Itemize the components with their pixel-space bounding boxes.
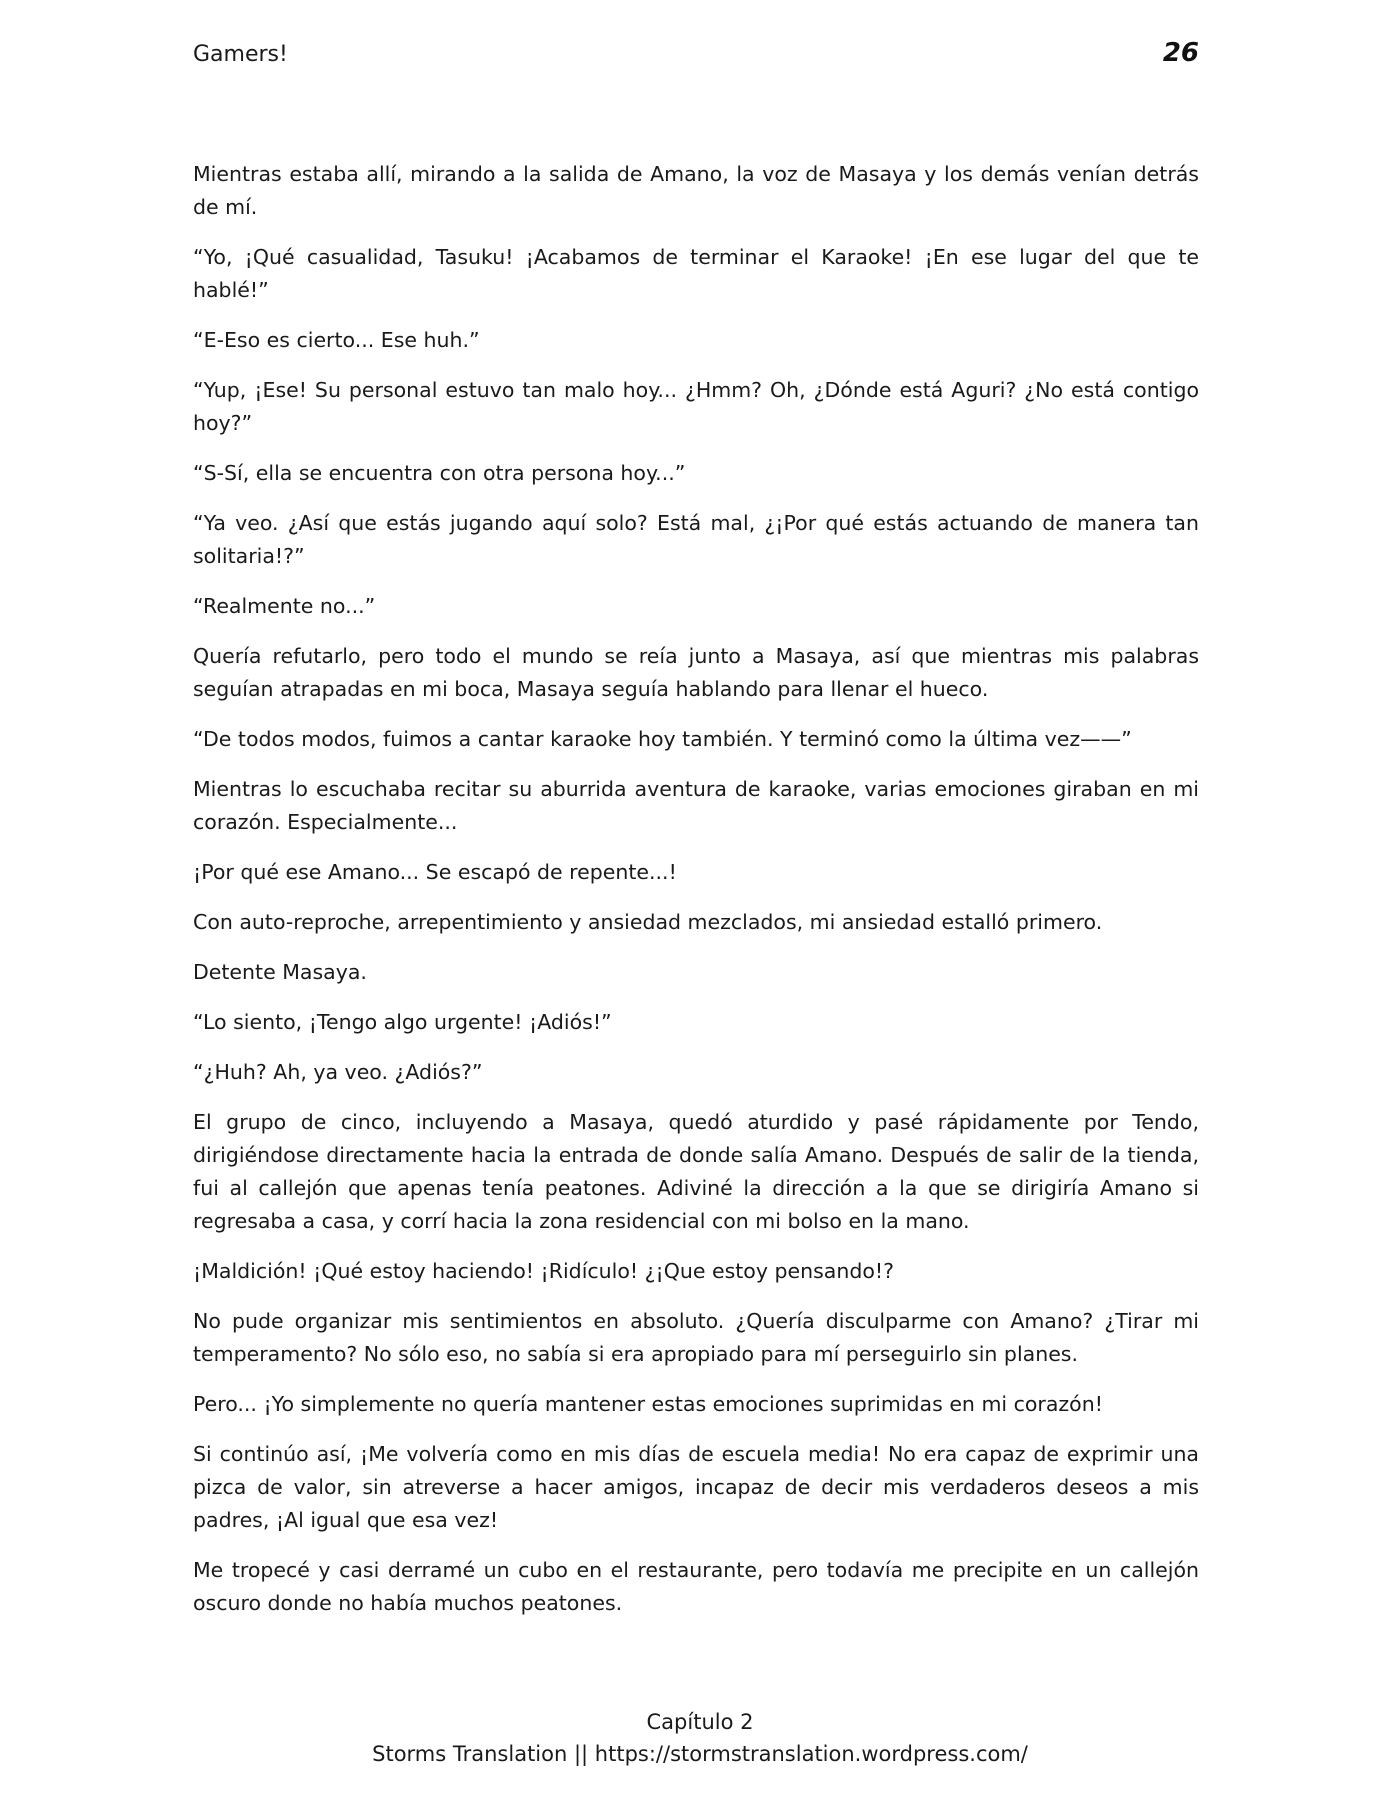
paragraph: ¡Por qué ese Amano... Se escapó de repente...! [193, 860, 677, 884]
paragraph: “¿Huh? Ah, ya veo. ¿Adiós?” [193, 1060, 483, 1084]
paragraph: “Lo siento, ¡Tengo algo urgente! ¡Adiós!” [193, 1010, 612, 1034]
paragraph: ¡Maldición! ¡Qué estoy haciendo! ¡Ridículo! ¿¡Que estoy pensando!? [193, 1259, 895, 1283]
paragraph: “Yup, ¡Ese! Su personal estuvo tan malo hoy... ¿Hmm? Oh, ¿Dónde está Aguri? ¿No está contigo hoy?” [193, 378, 1199, 435]
page-header [193, 38, 1199, 78]
body-text [193, 158, 1199, 1637]
paragraph: “E-Eso es cierto... Ese huh.” [193, 328, 480, 352]
paragraph: “S-Sí, ella se encuentra con otra persona hoy...” [193, 461, 686, 485]
paragraph: “Ya veo. ¿Así que estás jugando aquí solo? Está mal, ¿¡Por qué estás actuando de manera tan solitaria!?” [193, 511, 1199, 568]
paragraph: Mientras estaba allí, mirando a la salida de Amano, la voz de Masaya y los demás venían detrás de mí. [193, 162, 1199, 219]
book-title: Gamers! [193, 42, 288, 67]
paragraph: “Yo, ¡Qué casualidad, Tasuku! ¡Acabamos de terminar el Karaoke! ¡En ese lugar del que te hablé!” [193, 245, 1199, 302]
paragraph: El grupo de cinco, incluyendo a Masaya, quedó aturdido y pasé rápidamente por Tendo, dirigiéndose directamente hacia la entrada de donde salía Amano. Después de salir de la tienda, fui al callejón que apenas tenía peatones. Adiviné la dirección a la que se dirigiría Amano si regresaba a casa, y corrí hacia la zona residencial con mi bolso en la mano. [193, 1110, 1199, 1233]
paragraph: No pude organizar mis sentimientos en absoluto. ¿Quería disculparme con Amano? ¿Tirar mi temperamento? No sólo eso, no sabía si era apropiado para mí perseguirlo sin planes. [193, 1309, 1199, 1366]
chapter-label: Capítulo 2 [646, 1710, 754, 1734]
paragraph: Si continúo así, ¡Me volvería como en mis días de escuela media! No era capaz de exprimir una pizca de valor, sin atreverse a hacer amigos, incapaz de decir mis verdaderos deseos a mis padres, ¡Al igual que esa vez! [193, 1442, 1199, 1532]
translation-credit: Storms Translation || https://stormstranslation.wordpress.com/ [372, 1742, 1028, 1766]
paragraph: “Realmente no...” [193, 594, 376, 618]
paragraph: Detente Masaya. [193, 960, 367, 984]
page-number: 26 [1162, 38, 1199, 68]
paragraph: Con auto-reproche, arrepentimiento y ansiedad mezclados, mi ansiedad estalló primero. [193, 910, 1103, 934]
paragraph: Me tropecé y casi derramé un cubo en el restaurante, pero todavía me precipite en un callejón oscuro donde no había muchos peatones. [193, 1558, 1199, 1615]
page-footer [0, 1706, 1400, 1770]
paragraph: “De todos modos, fuimos a cantar karaoke hoy también. Y terminó como la última vez——” [193, 727, 1132, 751]
paragraph: Pero... ¡Yo simplemente no quería mantener estas emociones suprimidas en mi corazón! [193, 1392, 1103, 1416]
paragraph: Mientras lo escuchaba recitar su aburrida aventura de karaoke, varias emociones giraban en mi corazón. Especialmente... [193, 777, 1199, 834]
paragraph: Quería refutarlo, pero todo el mundo se reía junto a Masaya, así que mientras mis palabras seguían atrapadas en mi boca, Masaya seguía hablando para llenar el hueco. [193, 644, 1199, 701]
